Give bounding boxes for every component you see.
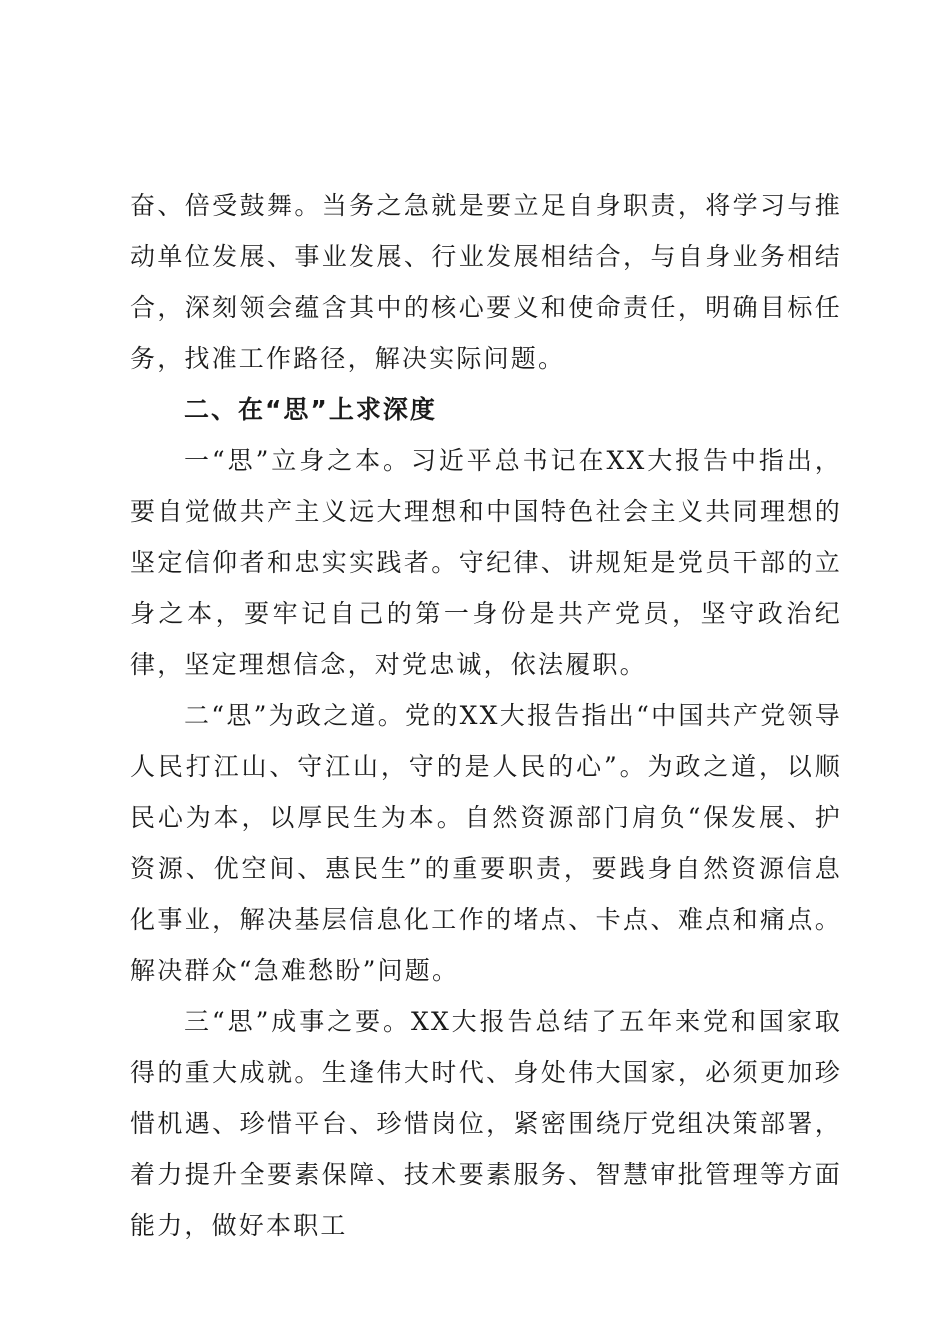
paragraph-2: 二“思”为政之道。党的XX大报告指出“中国共产党领导人民打江山、守江山，守的是人民的心”。为政之道，以顺民心为本，以厚民生为本。自然资源部门肩负“保发展、护资源、优空间、惠民生”的重要职责，要践身自然资源信息化事业，解决基层信息化工作的堵点、卡点、难点和痛点。解决群众“急难愁盼”问题。 — [130, 701, 842, 985]
paragraph-3: 三“思”成事之要。XX大报告总结了五年来党和国家取得的重大成就。生逢伟大时代、身处伟大国家，必须更加珍惜机遇、珍惜平台、珍惜岗位，紧密围绕厅党组决策部署，着力提升全要素保障、技术要素服务、智慧审批管理等方面能力，做好本职工 — [130, 1007, 842, 1240]
continuation-paragraph: 奋、倍受鼓舞。当务之急就是要立足自身职责，将学习与推动单位发展、事业发展、行业发展相结合，与自身业务相结合，深刻领会蕴含其中的核心要义和使命责任，明确目标任务，找准工作路径，解决实际问题。 — [130, 191, 842, 373]
section-heading: 二、在“思”上求深度 — [184, 395, 437, 424]
document-body — [130, 180, 842, 1251]
paragraph-1: 一“思”立身之本。习近平总书记在XX大报告中指出，要自觉做共产主义远大理想和中国特色社会主义共同理想的坚定信仰者和忠实实践者。守纪律、讲规矩是党员干部的立身之本，要牢记自己的第一身份是共产党员，坚守政治纪律，坚定理想信念，对党忠诚，依法履职。 — [130, 446, 842, 679]
